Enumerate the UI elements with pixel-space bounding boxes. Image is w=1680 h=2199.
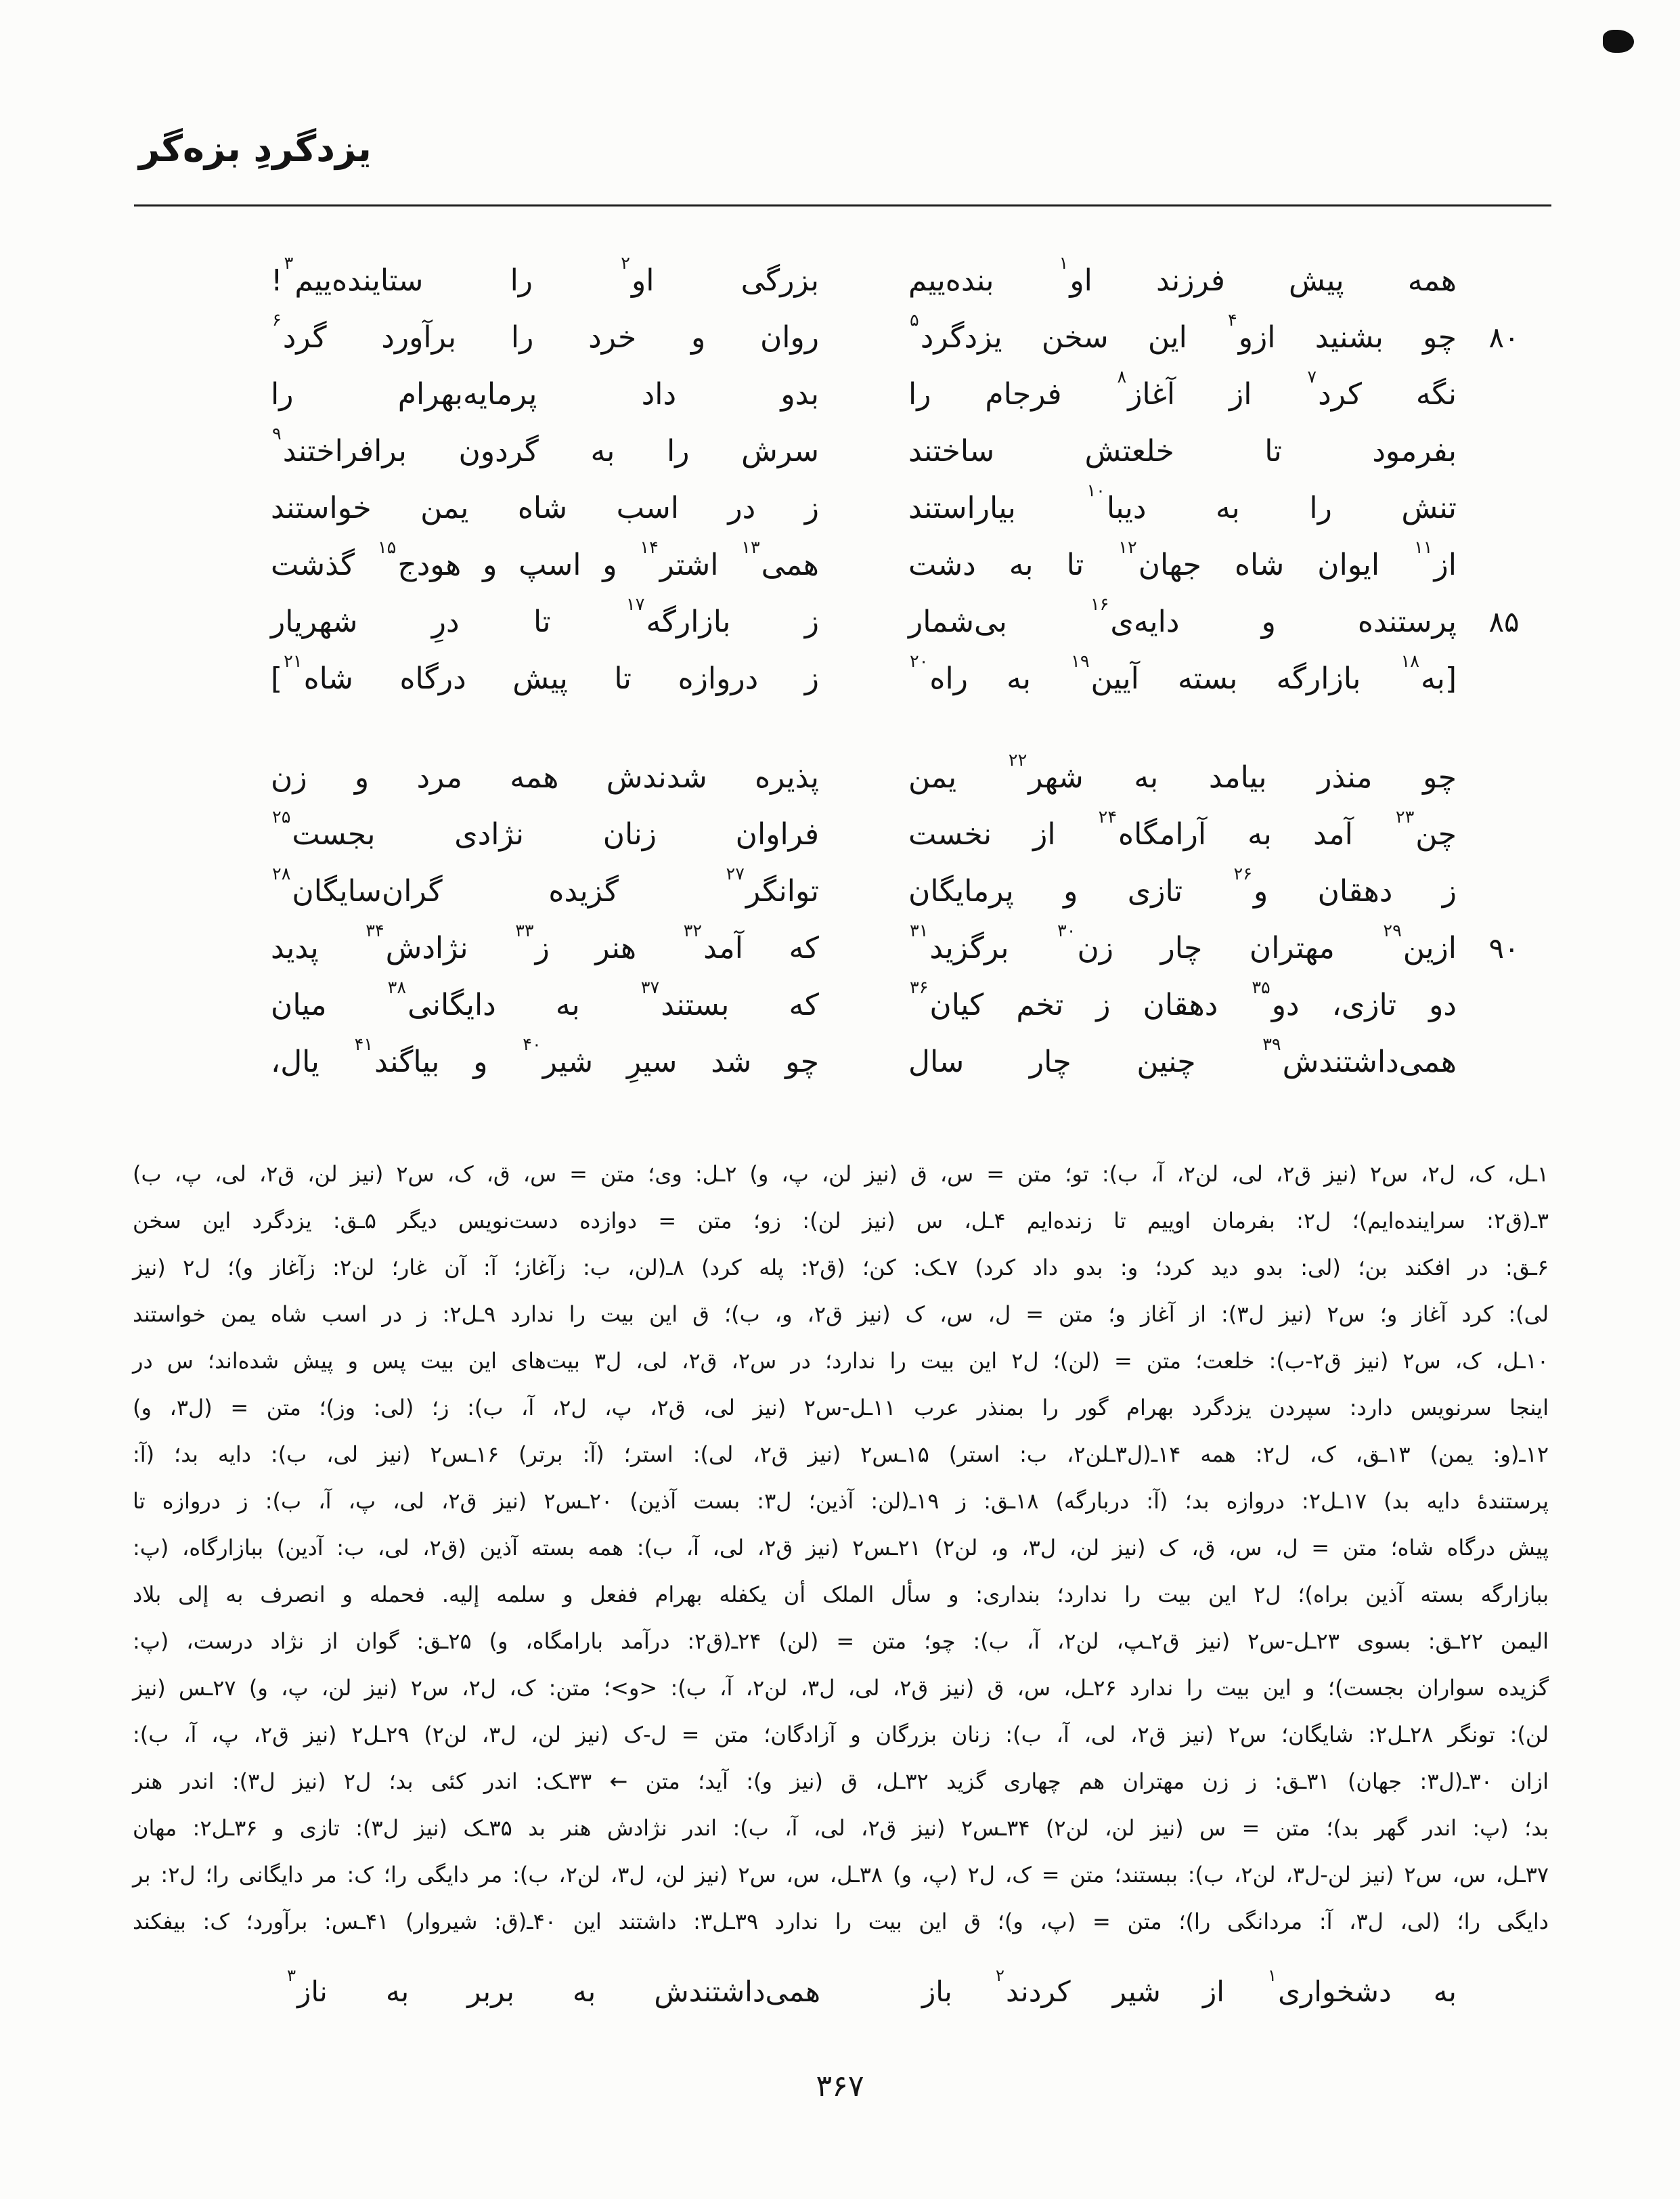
hemistich-first: چو بشنید ازو$^۴$ این سخن یزدگرد$^۵$ bbox=[910, 310, 1457, 355]
hemistich-first: پرستنده و دایه‌ی$^{۱۶}$ بی‌شمار bbox=[908, 594, 1457, 639]
verse-row bbox=[135, 252, 1551, 309]
hemistich-second: چو شد سیرِ شیر$^{۴۰}$ و بیاگند$^{۴۱}$ یال، bbox=[271, 1035, 819, 1079]
hemistich-second: پذیره شدندش همه مرد و زن bbox=[271, 760, 819, 795]
apparatus-line: ۱۰ـل، ک، س۲ (نیز ق۲-ب): خلعت؛ متن = (لن)؛ ل۲ این بیت را ندارد؛ در س۲، ق۲، لی، ل۳ بیت‌های این بیت پس و پیش شده‌اند؛ س در bbox=[133, 1348, 1549, 1374]
hemistich-second: بدو داد پرمایه‌بهرام را bbox=[271, 376, 819, 412]
hemistich-first: نگه کرد$^۷$ از آغاز$^۸$ فرجام را bbox=[908, 367, 1457, 412]
verse-row bbox=[135, 422, 1551, 479]
verse-row bbox=[135, 1963, 1551, 2020]
page-number: ۳۶۷ bbox=[816, 2069, 864, 2104]
apparatus-line: گزیده سواران بجست)؛ و این بیت را ندارد ۲۶ـل، س، ق (نیز ق۲، لی، ل۳، لن۲، آ، ب): <و>؛ متن: ک، ل۲، س۲ (نیز لن، پ، و) ۲۷ـس (نیز bbox=[133, 1675, 1549, 1701]
verse-row bbox=[135, 536, 1551, 593]
verse-number: ۹۰ bbox=[1488, 931, 1520, 965]
apparatus-line: لی): کرد آغاز و؛ س۲ (نیز ل۳): از آغاز و؛ متن = ل، س، ک (نیز ق۲، و، ب)؛ ق این بیت را ندارد ۹ـل۲: ز در اسب شاه یمن خواستند bbox=[133, 1301, 1549, 1327]
hemistich-first: [به$^{۱۸}$ بازارگه بسته آیین$^{۱۹}$ به راه$^{۲۰}$ bbox=[910, 651, 1457, 696]
apparatus-line: لن): تونگر ۲۸ـل۲: شایگان؛ س۲ (نیز ق۲، لی، آ، ب): زنان بزرگان و آزادگان؛ متن = ل-ک (نیز لن، ل۳، لن۲) ۲۹ـل۲ (نیز ق۲، پ، آ، ب): bbox=[133, 1722, 1549, 1747]
verse-section bbox=[135, 252, 1551, 1090]
hemistich-first: ازین$^{۲۹}$ مهتران چار زن$^{۳۰}$ برگزید$^{۳۱}$ bbox=[910, 921, 1457, 965]
hemistich-second: که بستند$^{۳۷}$ به دایگانی$^{۳۸}$ میان bbox=[271, 978, 819, 1022]
apparatus-line: ۶ـق: در افکند بن؛ (لی: بدو دید کرد؛ و: بدو داد کرد) ۷ـک: کن؛ (ق۲: پله کرد) ۸ـ(لن، ب: زآغاز؛ آ: آن غار؛ لن۲: زآغاز و)؛ ل۲ (نیز bbox=[133, 1255, 1549, 1280]
hemistich-second: همی‌داشتندش به بربر به ناز$^۳$ bbox=[287, 1965, 820, 2008]
hemistich-first: به دشخواری$^۱$ از شیر کردند$^۲$ باز bbox=[922, 1965, 1457, 2008]
hemistich-first: همی‌داشتندش$^{۳۹}$ چنین چار سال bbox=[908, 1035, 1457, 1079]
closing-verse bbox=[135, 1963, 1551, 2020]
header-rule bbox=[134, 204, 1551, 206]
apparatus-line: ۳۷ـل، س، س۲ (نیز لن-ل۳، لن۲، ب): ببستند؛ متن = ک، ل۲ (پ، و) ۳۸ـل، س، س۲ (نیز لن، ل۳، لن۲، ب): مر دایگی را؛ ک: مر دایگانی را؛ ل۲: بر bbox=[133, 1862, 1549, 1888]
hemistich-first: همه پیش فرزند او$^۱$ بنده‌ییم bbox=[908, 253, 1457, 298]
hemistich-first: تنش را به دیبا$^{۱۰}$ بیاراستند bbox=[908, 481, 1457, 525]
verse-row bbox=[135, 309, 1551, 366]
hemistich-second: سرش را به گردون برافراختند$^۹$ bbox=[272, 424, 819, 469]
verse-row bbox=[135, 749, 1551, 806]
apparatus-line: الیمن ۲۲ـق: بسوی ۲۳ـل-س۲ (نیز ق۲ـپ، لن۲، آ، ب): چو؛ متن = (لن) ۲۴ـ(ق۲: درآمد بارامگاه، و) ۲۵ـق: گوان از نژاد درست، (پ: bbox=[133, 1628, 1549, 1654]
hemistich-second: روان و خرد را برآورد گرد$^۶$ bbox=[272, 310, 819, 355]
hemistich-first: چن$^{۲۳}$ آمد به آرامگاه$^{۲۴}$ از نخست bbox=[908, 807, 1457, 852]
apparatus-line: پیش درگاه شاه؛ متن = ل، س، ق، ک (نیز لن، ل۳، و، لن۲) ۲۱ـس۲ (نیز ق۲، لی، آ، ب): همه بسته آذین (ق۲، لی، ب: آدین) ببازارگاه، (پ: bbox=[133, 1535, 1549, 1561]
verse-number: ۸۵ bbox=[1488, 605, 1520, 638]
hemistich-second: ز دروازه تا پیش درگاه شاه$^{۲۱}$] bbox=[271, 651, 819, 696]
hemistich-second: توانگر$^{۲۷}$ گزیده گران‌سایگان$^{۲۸}$ bbox=[272, 864, 819, 909]
hemistich-first: دو تازی، دو$^{۳۵}$ دهقان ز تخم کیان$^{۳۶}$ bbox=[910, 978, 1457, 1022]
hemistich-first: ز دهقان و$^{۲۶}$ تازی و پرمایگان bbox=[908, 864, 1457, 909]
verse-row bbox=[135, 479, 1551, 536]
verse-row bbox=[135, 593, 1551, 650]
verse-row bbox=[135, 919, 1551, 976]
apparatus-line: ۱۲ـ(و: یمن) ۱۳ـق، ک، ل۲: همه ۱۴ـ(ل۳ـلن۲، ب: استر) ۱۵ـس۲ (نیز ق۲، لی): استر؛ (آ: برتر) ۱۶ـس۲ (نیز لی، ب): دایه بد؛ (آ: bbox=[133, 1441, 1549, 1467]
apparatus-line: ازان ۳۰ـ(ل۳: جهان) ۳۱ـق: ز زن مهتران هم چهاری گزید ۳۲ـل، ق (نیز و): آید؛ متن ← ۳۳ـک: اندر کئی بد؛ ل۲ (نیز ل۳): اندر هنر bbox=[133, 1768, 1549, 1794]
apparatus-line: اینجا سرنویس دارد: سپردن یزدگرد بهرام گور را بمنذر عرب ۱۱ـل-س۲ (نیز لی، ق۲، پ، ل۲، آ، ب): ز؛ (لی: وز)؛ متن = (ل۳، و) bbox=[133, 1395, 1549, 1420]
apparatus-line: پرستندهٔ دایه بد) ۱۷ـل۲: دروازه بد؛ (آ: دربارگه) ۱۸ـق: ز ۱۹ـ(لن: آذین؛ ل۳: بست آذین) ۲۰ـس۲ (نیز ق۲، لی، پ، آ، ب): ز دروازه تا bbox=[133, 1488, 1549, 1514]
hemistich-first: از$^{۱۱}$ ایوان شاه جهان$^{۱۲}$ تا به دشت bbox=[908, 538, 1457, 582]
apparatus-line: دایگی را؛ (لی، ل۳، آ: مردانگی را)؛ متن = (پ، و)؛ ق این بیت را ندارد ۳۹ـل۳: داشتند این ۴۰ـ(ق: شیروار) ۴۱ـس: برآورد؛ ک: بیفکند bbox=[133, 1909, 1549, 1934]
apparatus-line: ۳ـ(ق۲: سراینده‌ایم)؛ ل۲: بفرمان اوییم تا زنده‌ایم ۴ـل، س (نیز لن): زو؛ متن = دوازده دست‌نویس دیگر ۵ـق: یزدگرد این سخن bbox=[133, 1208, 1549, 1234]
verse-row bbox=[135, 806, 1551, 863]
hemistich-first: بفرمود تا خلعتش ساختند bbox=[908, 433, 1457, 469]
scan-artifact bbox=[1603, 30, 1634, 53]
verse-number: ۸۰ bbox=[1488, 320, 1520, 354]
hemistich-second: که آمد$^{۳۲}$ هنر ز$^{۳۳}$ نژادش$^{۳۴}$ پدید bbox=[271, 921, 819, 965]
stanza-gap bbox=[135, 707, 1551, 749]
apparatus-line: بد؛ (پ: اندر گهر بد)؛ متن = س (نیز لن، لن۲) ۳۴ـس۲ (نیز ق۲، لی، آ، ب): اندر نژادش هنر بد ۳۵ـک (نیز ل۳): تازی و ۳۶ـل۲: مهان bbox=[133, 1815, 1549, 1841]
verse-row bbox=[135, 863, 1551, 919]
verse-row bbox=[135, 650, 1551, 707]
apparatus-line: ببازارگه بسته آذین براه)؛ ل۲ این بیت را ندارد؛ بنداری: و سأل الملک أن یکفله بهرام ففعل و سلمه إلیه. فحمله و انصرف به إلی بلاد bbox=[133, 1582, 1549, 1607]
hemistich-first: چو منذر بیامد به شهر$^{۲۲}$ یمن bbox=[908, 750, 1457, 795]
hemistich-second: همی$^{۱۳}$ اشتر$^{۱۴}$ و اسپ و هودج$^{۱۵}$ گذشت bbox=[271, 538, 819, 582]
apparatus-line: ۱ـل، ک، ل۲، س۲ (نیز ق۲، لی، لن۲، آ، ب): تو؛ متن = س، ق (نیز لن، پ، و) ۲ـل: وی؛ متن = س، ق، ک، س۲ (نیز لن، ق۲، لی، پ، ب) bbox=[133, 1161, 1549, 1187]
hemistich-second: ز در اسب شاه یمن خواستند bbox=[271, 490, 819, 525]
critical-apparatus bbox=[133, 1151, 1549, 1945]
verse-row bbox=[135, 366, 1551, 422]
hemistich-second: بزرگی او$^۲$ را ستاینده‌ییم$^۳$! bbox=[271, 253, 819, 298]
verse-row bbox=[135, 976, 1551, 1033]
verse-row bbox=[135, 1033, 1551, 1090]
hemistich-second: فراوان زنان نژادی بجست$^{۲۵}$ bbox=[272, 807, 819, 852]
hemistich-second: ز بازارگه$^{۱۷}$ تا درِ شهریار bbox=[271, 594, 819, 639]
page-title: یزدگردِ بزه‌گر bbox=[139, 127, 372, 170]
